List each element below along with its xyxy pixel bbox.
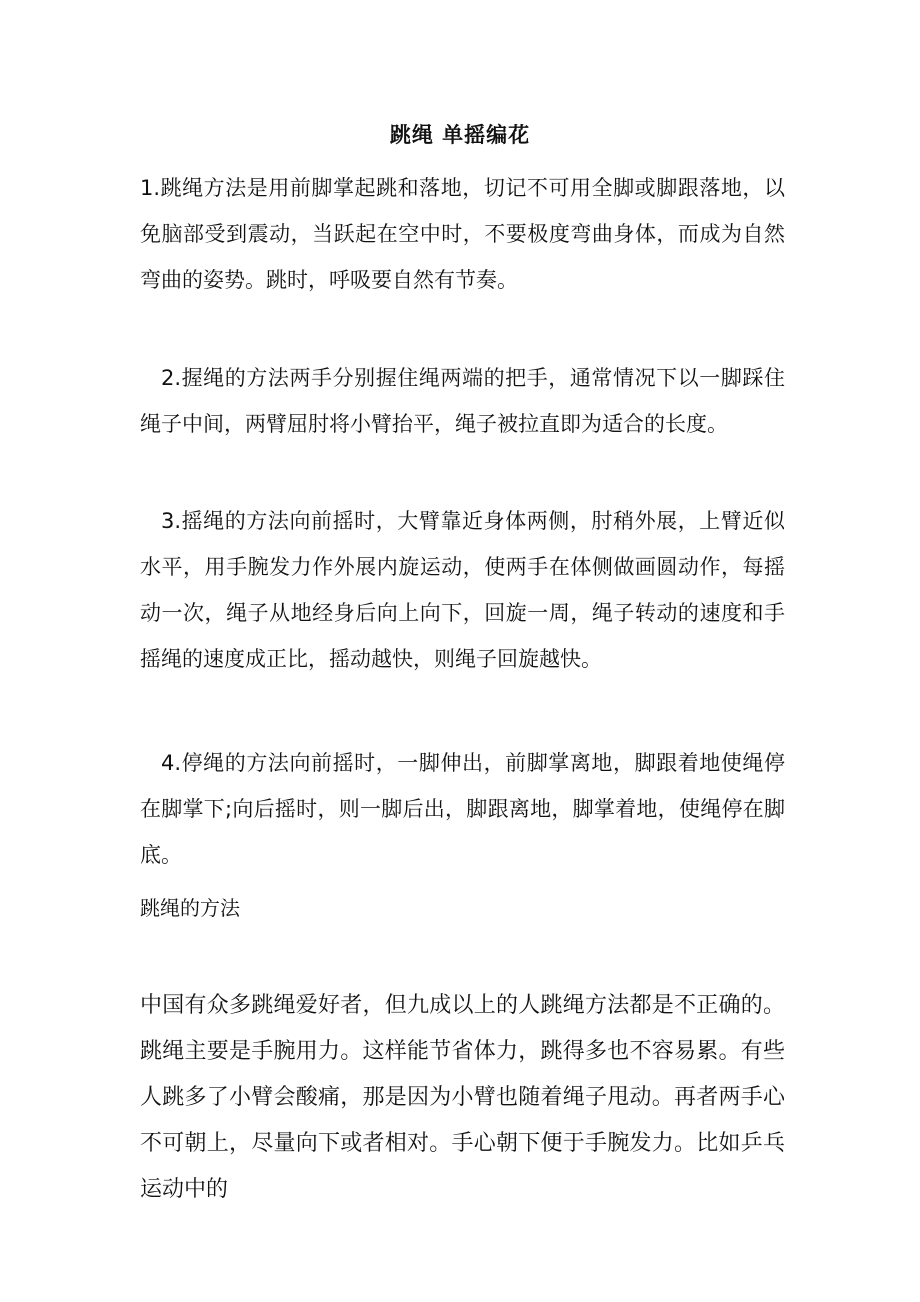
paragraph-jumping-method: 1.跳绳方法是用前脚掌起跳和落地，切记不可用全脚或脚跟落地，以免脑部受到震动，当跃起在空中时，不要极度弯曲身体，而成为自然弯曲的姿势。跳时，呼吸要自然有节奏。: [140, 176, 785, 292]
paragraph-swing-method: 3.摇绳的方法向前摇时，大臂靠近身体两侧，肘稍外展，上臂近似水平，用手腕发力作外展内旋运动，使两手在体侧做画圆动作，每摇动一次，绳子从地经身后向上向下，回旋一周，绳子转动的速度和手摇绳的速度成正比，摇动越快，则绳子回旋越快。: [140, 509, 785, 671]
paragraph-grip-method: 2.握绳的方法两手分别握住绳两端的把手，通常情况下以一脚踩住绳子中间，两臂屈肘将小臂抬平，绳子被拉直即为适合的长度。: [140, 366, 785, 436]
document-title: 跳绳 单摇编花: [389, 123, 531, 147]
paragraph-closing: 中国有众多跳绳爱好者，但九成以上的人跳绳方法都是不正确的。跳绳主要是手腕用力。这样能节省体力，跳得多也不容易累。有些人跳多了小臂会酸痛，那是因为小臂也随着绳子甩动。再者两手心不可朝上，尽量向下或者相对。手心朝下便于手腕发力。比如乒乓运动中的: [140, 993, 785, 1202]
section-subheading: 跳绳的方法: [140, 896, 240, 920]
paragraph-stop-method: 4.停绳的方法向前摇时，一脚伸出，前脚掌离地，脚跟着地使绳停在脚掌下;向后摇时，则一脚后出，脚跟离地，脚掌着地，使绳停在脚底。: [140, 751, 785, 867]
